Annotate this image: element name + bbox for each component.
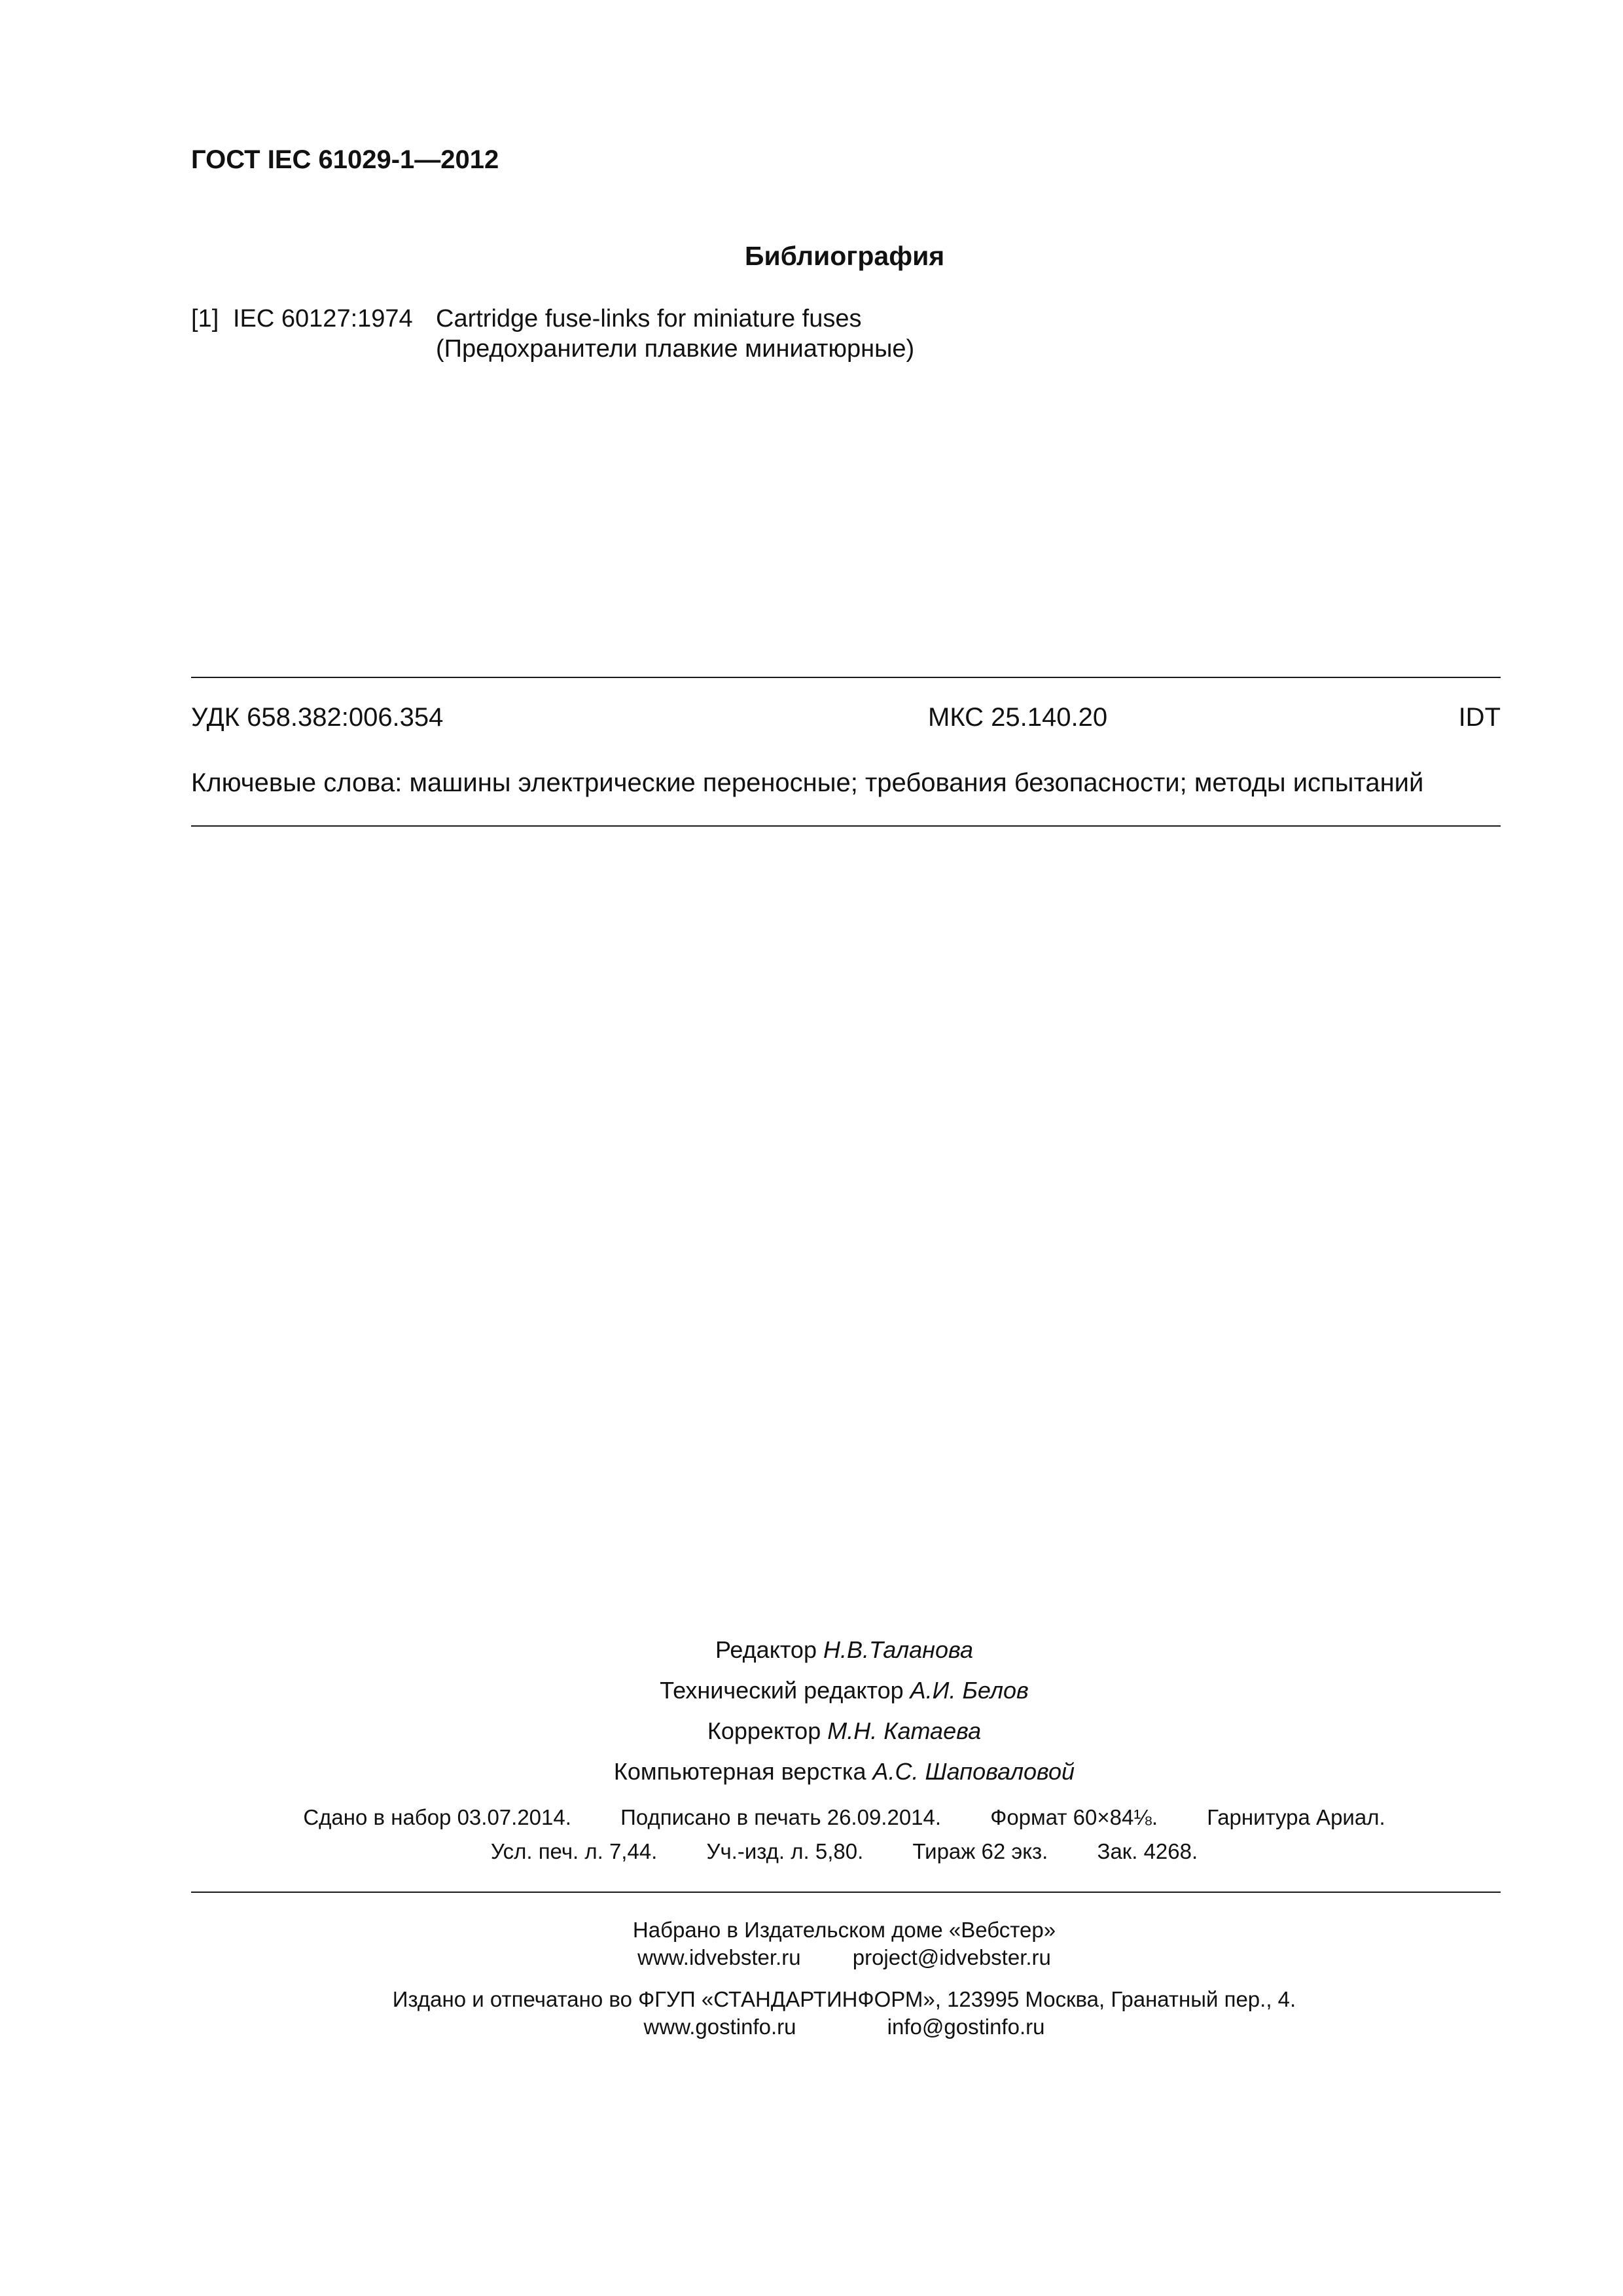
credit-tech-editor — [0, 1677, 1623, 1704]
credit-editor — [0, 1636, 1623, 1664]
typeface: Гарнитура Ариал. — [1207, 1805, 1385, 1829]
print-run: Тираж 62 экз. — [912, 1839, 1048, 1863]
degree-of-correspondence: IDT — [1458, 703, 1501, 732]
paper-format: Формат 60×84⅛. — [990, 1805, 1158, 1829]
printed-contacts — [0, 2015, 1623, 2039]
print-info-line-1 — [0, 1805, 1623, 1830]
printed-sheets: Усл. печ. л. 7,44. — [490, 1839, 658, 1863]
credit-tech-editor-label: Технический редактор — [660, 1677, 904, 1704]
credit-layout — [0, 1758, 1623, 1785]
typeset-email: project@idvebster.ru — [852, 1945, 1051, 1969]
credit-corrector-name: М.Н. Катаева — [827, 1717, 982, 1744]
print-info-line-2 — [0, 1839, 1623, 1864]
typeset-by: Набрано в Издательском доме «Вебстер» — [632, 1918, 1056, 1942]
bibliography-title: Библиография — [745, 241, 945, 271]
credit-editor-name: Н.В.Таланова — [823, 1636, 973, 1663]
divider-bottom — [191, 1892, 1501, 1893]
submitted-date: Сдано в набор 03.07.2014. — [303, 1805, 571, 1829]
bibliography-entry-number: [1] — [191, 305, 219, 332]
credit-corrector-label: Корректор — [707, 1717, 821, 1744]
credit-layout-label: Компьютерная верстка — [613, 1758, 866, 1785]
bibliography-entry-code: IEC 60127:1974 — [233, 305, 413, 332]
printed-email: info@gostinfo.ru — [887, 2015, 1045, 2039]
order-number: Зак. 4268. — [1097, 1839, 1198, 1863]
divider-middle — [191, 825, 1501, 827]
keywords: Ключевые слова: машины электрические переносные; требования безопасности; методы испытаний — [191, 768, 1424, 797]
printed-by: Издано и отпечатано во ФГУП «СТАНДАРТИНФОРМ», 123995 Москва, Гранатный пер., 4. — [392, 1987, 1296, 2011]
credit-corrector — [0, 1717, 1623, 1745]
credit-layout-name: А.С. Шаповаловой — [872, 1758, 1075, 1785]
udk-code: УДК 658.382:006.354 — [191, 703, 444, 732]
bibliography-entry-title-en: Cartridge fuse-links for miniature fuses — [436, 305, 862, 332]
typeset-website: www.idvebster.ru — [637, 1945, 801, 1969]
publication-sheets: Уч.-изд. л. 5,80. — [706, 1839, 864, 1863]
divider-top — [191, 677, 1501, 678]
credit-tech-editor-name: А.И. Белов — [910, 1677, 1029, 1704]
typeset-contacts — [0, 1945, 1623, 1970]
document-code: ГОСТ IEC 61029-1—2012 — [191, 145, 499, 174]
printed-website: www.gostinfo.ru — [643, 2015, 796, 2039]
bibliography-entry-title-ru: (Предохранители плавкие миниатюрные) — [436, 335, 915, 363]
credit-editor-label: Редактор — [715, 1636, 817, 1663]
mks-code: МКС 25.140.20 — [928, 703, 1108, 732]
signed-date: Подписано в печать 26.09.2014. — [620, 1805, 942, 1829]
